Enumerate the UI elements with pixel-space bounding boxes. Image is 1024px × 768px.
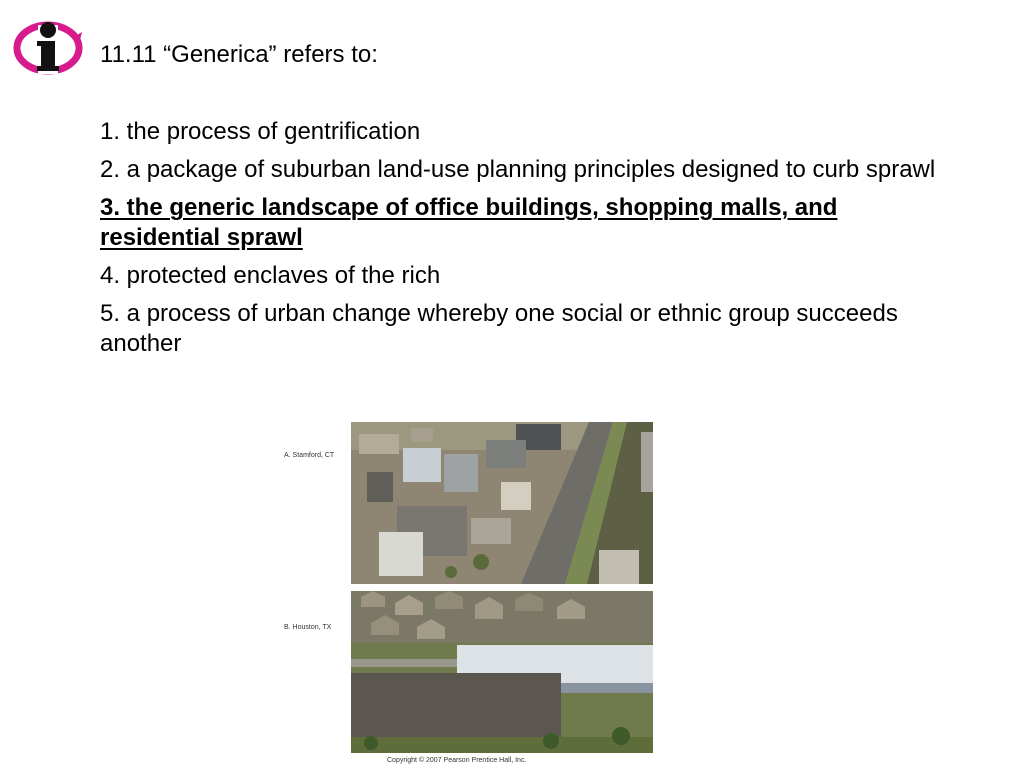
- answer-option-3-correct: 3. the generic landscape of office buildings, shopping malls, and residential sprawl: [100, 194, 838, 251]
- answer-option-5: 5. a process of urban change whereby one social or ethnic group succeeds another: [100, 300, 898, 357]
- answer-list: [100, 117, 960, 367]
- question-title: 11.11 “Generica” refers to:: [100, 41, 378, 68]
- copyright-notice: Copyright © 2007 Pearson Prentice Hall, Inc.: [387, 757, 527, 764]
- info-logo-icon: [12, 18, 84, 78]
- answer-option-4: 4. protected enclaves of the rich: [100, 262, 441, 289]
- stamford-aerial-photo: [351, 422, 653, 584]
- textbook-figure: [280, 420, 660, 768]
- answer-option-1: 1. the process of gentrification: [100, 118, 421, 145]
- houston-aerial-photo: [351, 591, 653, 753]
- photo-b-caption: B. Houston, TX: [284, 624, 332, 631]
- answer-option-2: 2. a package of suburban land-use planning principles designed to curb sprawl: [100, 156, 936, 183]
- photo-a-caption: A. Stamford, CT: [284, 452, 335, 459]
